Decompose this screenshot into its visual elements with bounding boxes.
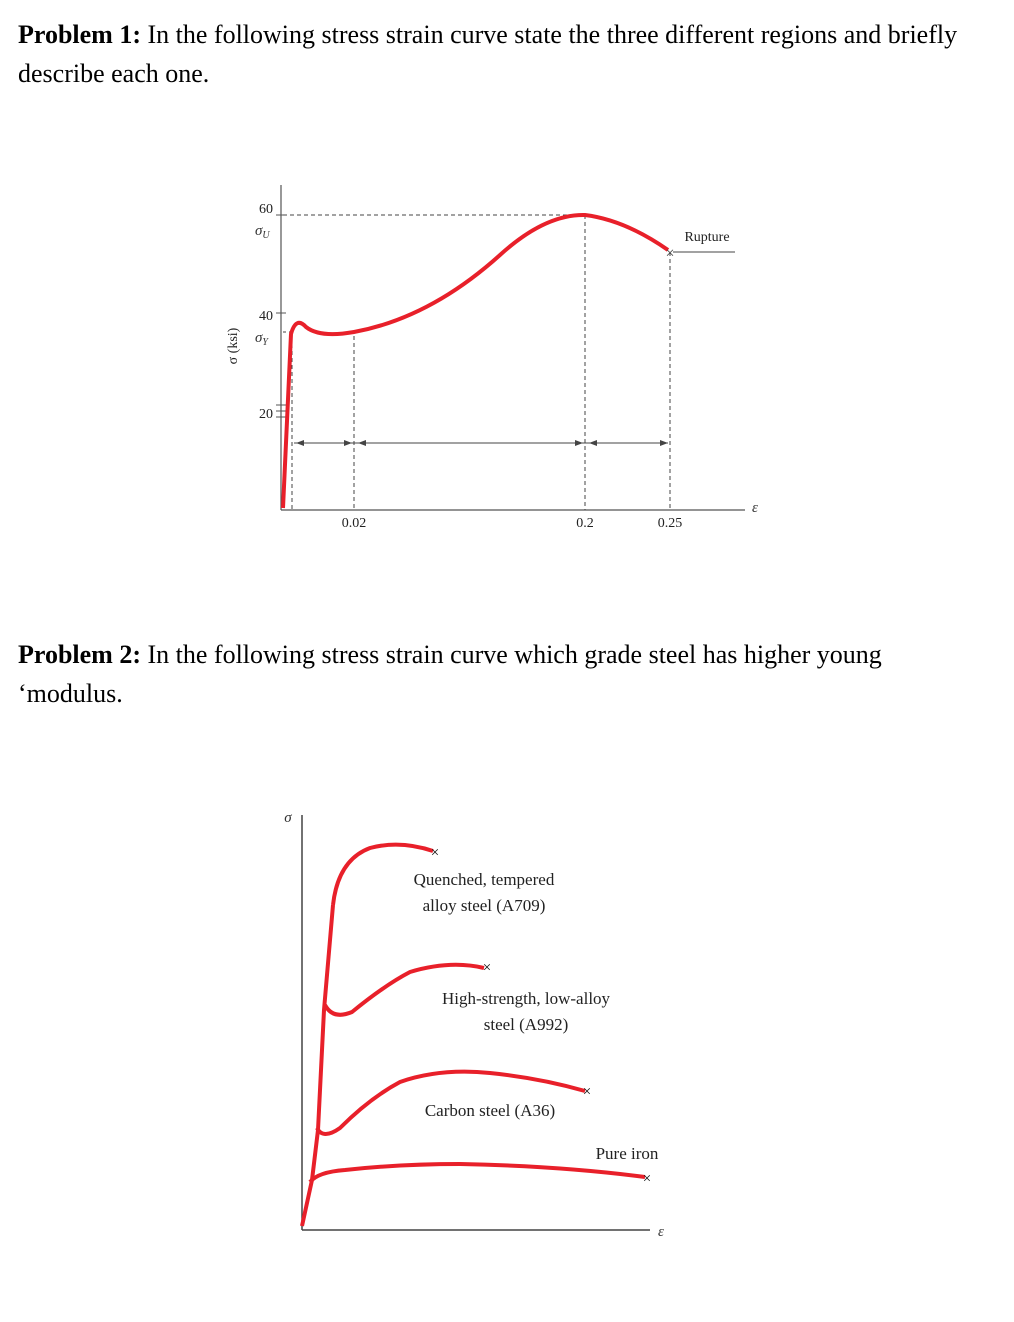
- sigma-u-sub: U: [262, 230, 270, 241]
- problem-1-body: In the following stress strain curve state the three different regions and briefly describe each one.: [18, 20, 958, 88]
- y-tick-label-20: 20: [259, 407, 273, 422]
- arrow-head: [358, 440, 366, 446]
- x-tick-label-0.02: 0.02: [341, 516, 367, 531]
- curve-carbon-steel: [317, 1072, 585, 1134]
- rupture-label: Rupture: [684, 230, 730, 245]
- label-high-strength-line2: steel (A992): [483, 1015, 569, 1034]
- rupture-x-mark: ×: [665, 245, 675, 262]
- x-axis-symbol: ε: [752, 500, 758, 516]
- arrow-head: [344, 440, 352, 446]
- x-tick-label-0.25: 0.25: [657, 516, 683, 531]
- sigma-y-symbol: σ: [255, 330, 263, 346]
- label-carbon-steel: Carbon steel (A36): [424, 1101, 556, 1120]
- quenched-x-mark: ×: [430, 845, 440, 861]
- curve-quenched-tempered: [333, 845, 433, 905]
- curve-pure-iron: [310, 1164, 645, 1182]
- label-quenched-line2: alloy steel (A709): [422, 896, 546, 915]
- stress-strain-figure-1: [0, 0, 1014, 560]
- sigma-y-sub: Y: [262, 337, 268, 348]
- problem-2-heading: Problem 2:: [18, 640, 141, 669]
- y-axis-symbol: σ: [284, 810, 292, 826]
- x-axis-symbol: ε: [658, 1224, 664, 1240]
- sigma-u-symbol: σ: [255, 223, 263, 239]
- problem-2-body: In the following stress strain curve which grade steel has higher young ‘modulus.: [18, 640, 882, 708]
- curve-high-strength: [325, 965, 484, 1015]
- pure-iron-x-mark: ×: [642, 1171, 652, 1187]
- stress-strain-curve: [283, 215, 668, 508]
- problem-1-heading: Problem 1:: [18, 20, 141, 49]
- arrow-head: [589, 440, 597, 446]
- sigma-y-label: [255, 330, 269, 348]
- elastic-line: [302, 905, 333, 1226]
- y-tick-label-40: 40: [259, 309, 273, 324]
- label-pure-iron: Pure iron: [595, 1144, 659, 1163]
- x-tick-label-0.2: 0.2: [576, 516, 594, 531]
- label-quenched-line1: Quenched, tempered: [413, 870, 555, 889]
- arrow-head: [575, 440, 583, 446]
- y-tick-label-60: 60: [259, 202, 273, 217]
- carbon-x-mark: ×: [582, 1084, 592, 1100]
- y-axis-label: σ (ksi): [226, 327, 241, 365]
- label-high-strength-line1: High-strength, low-alloy: [441, 989, 611, 1008]
- sigma-u-label: [255, 223, 270, 241]
- problem-2-text: [18, 635, 978, 713]
- high-strength-x-mark: ×: [482, 960, 492, 976]
- arrow-head: [296, 440, 304, 446]
- arrow-head: [660, 440, 668, 446]
